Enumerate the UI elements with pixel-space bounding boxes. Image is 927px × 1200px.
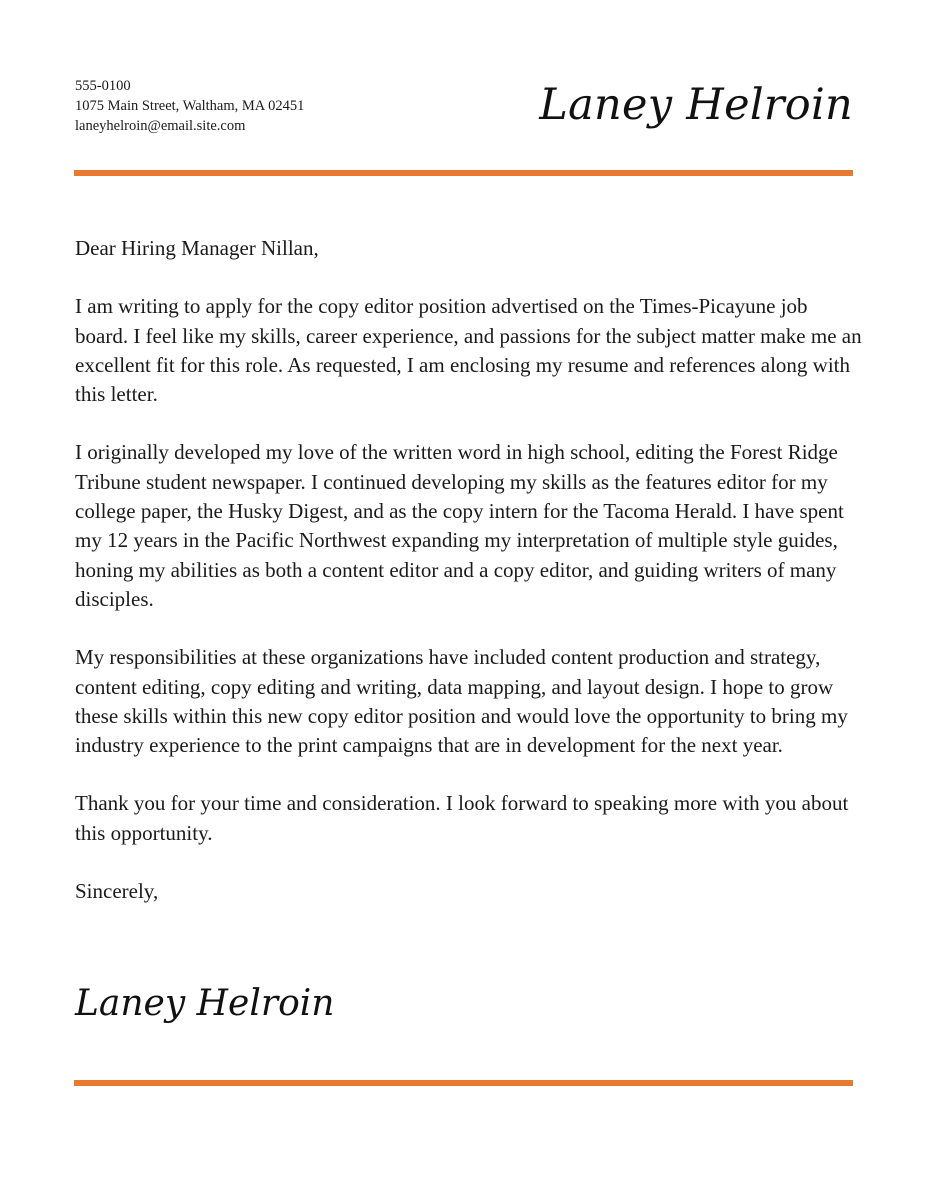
- paragraph-responsibilities: My responsibilities at these organizations have included content production and strategy, content editing, copy editing and writing, data mapping, and layout design. I hope to grow these skills within this new copy editor position and would love the opportunity to bring my industry experience to the print campaigns that are in development for the next year.: [75, 645, 848, 758]
- paragraph-background: I originally developed my love of the written word in high school, editing the Forest Ridge Tribune student newspaper. I continued developing my skills as the features editor for my college paper, the Husky Digest, and as the copy intern for the Tacoma Herald. I have spent my 12 years in the Pacific Northwest expanding my interpretation of multiple style guides, honing my abilities as both a content editor and a copy editor, and guiding writers of many disciples.: [75, 440, 844, 611]
- bottom-accent-rule: [74, 1080, 853, 1086]
- name-heading: Laney Helroin: [539, 80, 853, 130]
- top-accent-rule: [74, 170, 853, 176]
- street-address: 1075 Main Street, Waltham, MA 02451: [75, 98, 305, 114]
- paragraph-intro: I am writing to apply for the copy editor position advertised on the Times-Picayune job board. I feel like my skills, career experience, and passions for the subject matter make me an excellent fit for this role. As requested, I am enclosing my resume and references along with this letter.: [75, 294, 862, 407]
- email-address: laneyhelroin@email.site.com: [75, 118, 246, 134]
- signature: Laney Helroin: [75, 983, 335, 1024]
- closing: Sincerely,: [75, 879, 159, 904]
- salutation: Dear Hiring Manager Nillan,: [75, 236, 319, 260]
- letter-body: [75, 234, 865, 935]
- phone-number: 555-0100: [75, 78, 131, 94]
- contact-info: [75, 76, 304, 136]
- paragraph-thanks: Thank you for your time and consideration. I look forward to speaking more with you about this opportunity.: [75, 791, 849, 845]
